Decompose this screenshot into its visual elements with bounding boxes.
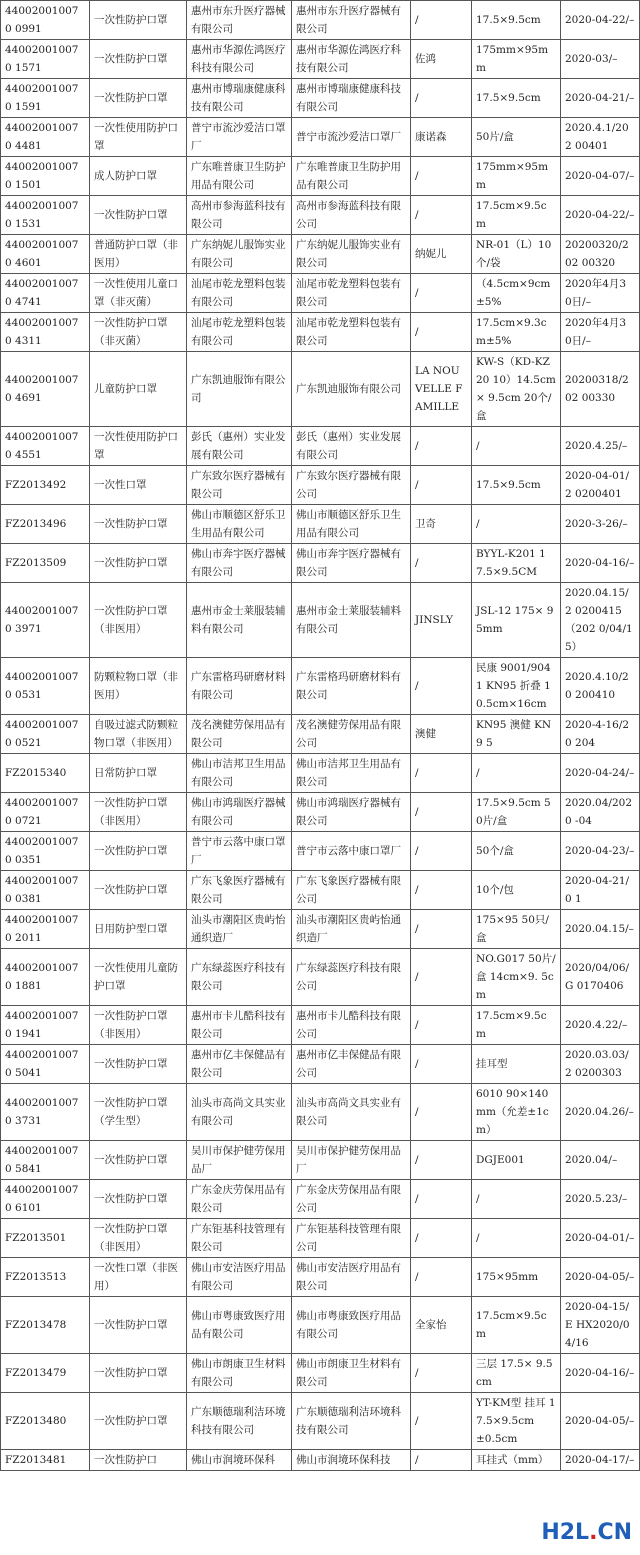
model-spec-cell: 17.5cm×9.5c m (472, 1006, 561, 1045)
registration-no-cell: 440020010070 0991 (1, 1, 90, 40)
production-date-cell: 2020.04.15/2 0200415（202 0/04/15） (561, 583, 640, 658)
manufacturer-cell: 普宁市流沙爱洁口罩厂 (292, 118, 411, 157)
brand-cell: JINSLY (411, 583, 472, 658)
production-date-cell: 2020-04-22/– (561, 196, 640, 235)
applicant-cell: 高州市参海蓝科技有限公司 (187, 196, 292, 235)
production-date-cell: 2020.04.15/– (561, 910, 640, 949)
table-row (1, 196, 640, 235)
applicant-cell: 惠州市亿丰保健品有限公司 (187, 1045, 292, 1084)
production-date-cell: 2020-04-16/– (561, 544, 640, 583)
product-name-cell: 一次性防护口罩（非医用） (90, 1006, 187, 1045)
product-name-cell: 一次性防护口罩 (90, 1141, 187, 1180)
registration-no-cell: 440020010070 1881 (1, 949, 90, 1006)
production-date-cell: 2020/04/06/G 0170406 (561, 949, 640, 1006)
manufacturer-cell: 广东唯普康卫生防护用品有限公司 (292, 157, 411, 196)
model-spec-cell: JSL-12 175× 95mm (472, 583, 561, 658)
applicant-cell: 惠州市华源佐鸿医疗科技有限公司 (187, 40, 292, 79)
manufacturer-cell: 惠州市东升医疗器械有限公司 (292, 1, 411, 40)
manufacturer-cell: 汕尾市乾龙塑料包装有限公司 (292, 274, 411, 313)
model-spec-cell: 175mm×95mm (472, 40, 561, 79)
manufacturer-cell: 汕头市潮阳区贵屿怡通织造厂 (292, 910, 411, 949)
model-spec-cell: （4.5cm×9cm ±5% (472, 274, 561, 313)
applicant-cell: 广东钜基科技管理有限公司 (187, 1219, 292, 1258)
table-row (1, 466, 640, 505)
model-spec-cell: 17.5cm×9.5c m (472, 196, 561, 235)
table-row (1, 949, 640, 1006)
registration-no-cell: FZ2013496 (1, 505, 90, 544)
applicant-cell: 广东飞象医疗器械有限公司 (187, 871, 292, 910)
table-row (1, 1084, 640, 1141)
manufacturer-cell: 普宁市云落中康口罩厂 (292, 832, 411, 871)
brand-cell: 全家怡 (411, 1297, 472, 1354)
manufacturer-cell: 广东飞象医疗器械有限公司 (292, 871, 411, 910)
table-row (1, 1180, 640, 1219)
product-name-cell: 一次性防护口罩 (90, 505, 187, 544)
product-name-cell: 一次性使用防护口罩 (90, 118, 187, 157)
manufacturer-cell: 惠州市金士莱服装辅料有限公司 (292, 583, 411, 658)
production-date-cell: 2020-04-15/E HX2020/04/16 (561, 1297, 640, 1354)
registration-no-cell: 440020010070 1591 (1, 79, 90, 118)
registration-no-cell: 440020010070 5041 (1, 1045, 90, 1084)
production-date-cell: 2020.4.1/202 00401 (561, 118, 640, 157)
brand-cell: / (411, 274, 472, 313)
registration-no-cell: 440020010070 3971 (1, 583, 90, 658)
table-row (1, 274, 640, 313)
production-date-cell: 2020.4.10/20 200410 (561, 658, 640, 715)
registration-no-cell: 440020010070 4691 (1, 352, 90, 427)
product-name-cell: 普通防护口罩（非医用） (90, 235, 187, 274)
registration-no-cell: 440020010070 2011 (1, 910, 90, 949)
applicant-cell: 佛山市奔宇医疗器械有限公司 (187, 544, 292, 583)
brand-cell: / (411, 157, 472, 196)
brand-cell: LA NOUVELLE FAMILLE (411, 352, 472, 427)
brand-cell: / (411, 793, 472, 832)
manufacturer-cell: 吴川市保护健劳保用品厂 (292, 1141, 411, 1180)
applicant-cell: 佛山市洁邦卫生用品有限公司 (187, 754, 292, 793)
registration-no-cell: 440020010070 1501 (1, 157, 90, 196)
manufacturer-cell: 佛山市鸿瑞医疗器械有限公司 (292, 793, 411, 832)
production-date-cell: 2020-04-21/0 1 (561, 871, 640, 910)
applicant-cell: 吴川市保护健劳保用品厂 (187, 1141, 292, 1180)
model-spec-cell: 175mm×95mm (472, 157, 561, 196)
product-name-cell: 一次性防护口罩 (90, 1, 187, 40)
applicant-cell: 茂名澳健劳保用品有限公司 (187, 715, 292, 754)
brand-cell: 康诺森 (411, 118, 472, 157)
product-name-cell: 儿童防护口罩 (90, 352, 187, 427)
registration-no-cell: 440020010070 4741 (1, 274, 90, 313)
brand-cell: / (411, 949, 472, 1006)
brand-cell: / (411, 1354, 472, 1393)
brand-cell: / (411, 1045, 472, 1084)
brand-cell: / (411, 466, 472, 505)
production-date-cell: 2020-04-05/– (561, 1258, 640, 1297)
manufacturer-cell: 佛山市润境环保科技 (292, 1450, 411, 1471)
table-row (1, 871, 640, 910)
manufacturer-cell: 惠州市博瑞康健康科技有限公司 (292, 79, 411, 118)
brand-cell: / (411, 1393, 472, 1450)
applicant-cell: 彭氏（惠州）实业发展有限公司 (187, 427, 292, 466)
product-name-cell: 一次性防护口罩 (90, 832, 187, 871)
product-name-cell: 一次性口罩 (90, 466, 187, 505)
table-row (1, 1006, 640, 1045)
production-date-cell: 2020年4月3 0日/– (561, 313, 640, 352)
manufacturer-cell: 惠州市亿丰保健品有限公司 (292, 1045, 411, 1084)
product-name-cell: 一次性防护口罩 (90, 871, 187, 910)
registration-no-cell: 440020010070 3731 (1, 1084, 90, 1141)
registration-no-cell: 440020010070 0351 (1, 832, 90, 871)
manufacturer-cell: 广东金庆劳保用品有限公司 (292, 1180, 411, 1219)
product-name-cell: 一次性防护口罩 (90, 1297, 187, 1354)
manufacturer-cell: 广东纳妮儿服饰实业有限公司 (292, 235, 411, 274)
applicant-cell: 佛山市润境环保科 (187, 1450, 292, 1471)
manufacturer-cell: 广东雷格玛研磨材料有限公司 (292, 658, 411, 715)
model-spec-cell: 17.5×9.5cm (472, 1, 561, 40)
applicant-cell: 普宁市流沙爱洁口罩厂 (187, 118, 292, 157)
applicant-cell: 惠州市博瑞康健康科技有限公司 (187, 79, 292, 118)
registration-no-cell: FZ2013501 (1, 1219, 90, 1258)
registration-no-cell: FZ2013481 (1, 1450, 90, 1471)
production-date-cell: 20200318/202 00330 (561, 352, 640, 427)
production-date-cell: 2020.4.25/– (561, 427, 640, 466)
registration-no-cell: FZ2013478 (1, 1297, 90, 1354)
registration-no-cell: FZ2013513 (1, 1258, 90, 1297)
watermark-text-1: H2L (541, 1520, 590, 1545)
model-spec-cell: 10个/包 (472, 871, 561, 910)
applicant-cell: 汕头市潮阳区贵屿怡通织造厂 (187, 910, 292, 949)
brand-cell: / (411, 427, 472, 466)
applicant-cell: 佛山市粤康致医疗用品有限公司 (187, 1297, 292, 1354)
applicant-cell: 惠州市东升医疗器械有限公司 (187, 1, 292, 40)
table-row (1, 1393, 640, 1450)
production-date-cell: 2020-3-26/– (561, 505, 640, 544)
applicant-cell: 惠州市卡儿酷科技有限公司 (187, 1006, 292, 1045)
model-spec-cell: 挂耳型 (472, 1045, 561, 1084)
manufacturer-cell: 佛山市粤康致医疗用品有限公司 (292, 1297, 411, 1354)
applicant-cell: 广东金庆劳保用品有限公司 (187, 1180, 292, 1219)
applicant-cell: 汕尾市乾龙塑料包装有限公司 (187, 274, 292, 313)
production-date-cell: 2020-04-07/– (561, 157, 640, 196)
product-name-cell: 一次性防护口罩 (90, 40, 187, 79)
model-spec-cell: 175×95 50只/盒 (472, 910, 561, 949)
registration-no-cell: FZ2013492 (1, 466, 90, 505)
product-name-cell: 一次性防护口罩 (90, 1393, 187, 1450)
model-spec-cell: 6010 90×140 mm（允差±1c m） (472, 1084, 561, 1141)
applicant-cell: 汕尾市乾龙塑料包装有限公司 (187, 313, 292, 352)
manufacturer-cell: 茂名澳健劳保用品有限公司 (292, 715, 411, 754)
table-row (1, 1, 640, 40)
product-name-cell: 一次性防护口 (90, 1450, 187, 1471)
registration-no-cell: 440020010070 1571 (1, 40, 90, 79)
product-name-cell: 一次性防护口罩（非医用） (90, 1219, 187, 1258)
manufacturer-cell: 高州市参海蓝科技有限公司 (292, 196, 411, 235)
registration-no-cell: FZ2013479 (1, 1354, 90, 1393)
model-spec-cell: NR-01（L）10个/袋 (472, 235, 561, 274)
registration-no-cell: 440020010070 6101 (1, 1180, 90, 1219)
table-row (1, 1450, 640, 1471)
product-name-cell: 一次性防护口罩 (90, 196, 187, 235)
table-row (1, 832, 640, 871)
manufacturer-cell: 广东绿蕊医疗科技有限公司 (292, 949, 411, 1006)
registration-no-cell: 440020010070 0381 (1, 871, 90, 910)
brand-cell: / (411, 1219, 472, 1258)
product-name-cell: 一次性使用防护口罩 (90, 427, 187, 466)
table-row (1, 1258, 640, 1297)
brand-cell: / (411, 658, 472, 715)
manufacturer-cell: 佛山市奔宇医疗器械有限公司 (292, 544, 411, 583)
table-row (1, 505, 640, 544)
model-spec-cell: 耳挂式（mm） (472, 1450, 561, 1471)
model-spec-cell: 17.5cm×9.3c m±5% (472, 313, 561, 352)
table-row (1, 715, 640, 754)
product-name-cell: 防颗粒物口罩（非医用） (90, 658, 187, 715)
applicant-cell: 佛山市安洁医疗用品有限公司 (187, 1258, 292, 1297)
model-spec-cell: 175×95mm (472, 1258, 561, 1297)
registration-no-cell: 440020010070 1531 (1, 196, 90, 235)
model-spec-cell: 17.5×9.5cm 50片/盒 (472, 793, 561, 832)
manufacturer-cell: 佛山市朗康卫生材料有限公司 (292, 1354, 411, 1393)
registration-no-cell: 440020010070 0721 (1, 793, 90, 832)
brand-cell: 佐鸿 (411, 40, 472, 79)
production-date-cell: 2020-04-21/– (561, 79, 640, 118)
brand-cell: / (411, 79, 472, 118)
applicant-cell: 广东致尔医疗器械有限公司 (187, 466, 292, 505)
applicant-cell: 广东唯普康卫生防护用品有限公司 (187, 157, 292, 196)
model-spec-cell: 三层 17.5× 9.5cm (472, 1354, 561, 1393)
model-spec-cell: 17.5cm×9.5c m (472, 1297, 561, 1354)
model-spec-cell: 17.5×9.5cm (472, 79, 561, 118)
applicant-cell: 广东雷格玛研磨材料有限公司 (187, 658, 292, 715)
table-row (1, 1354, 640, 1393)
registration-no-cell: 440020010070 4601 (1, 235, 90, 274)
applicant-cell: 汕头市高尚文具实业有限公司 (187, 1084, 292, 1141)
table-row (1, 118, 640, 157)
model-spec-cell: BYYL-K201 1 7.5×9.5CM (472, 544, 561, 583)
applicant-cell: 佛山市鸿瑞医疗器械有限公司 (187, 793, 292, 832)
production-date-cell: 2020-04-05/– (561, 1393, 640, 1450)
production-date-cell: 2020-4-16/20 204 (561, 715, 640, 754)
model-spec-cell: / (472, 427, 561, 466)
table-row (1, 1045, 640, 1084)
table-row (1, 352, 640, 427)
registration-no-cell: 440020010070 4311 (1, 313, 90, 352)
manufacturer-cell: 汕尾市乾龙塑料包装有限公司 (292, 313, 411, 352)
product-name-cell: 一次性防护口罩 (90, 1354, 187, 1393)
applicant-cell: 广东顺德瑞利洁环境科技有限公司 (187, 1393, 292, 1450)
table-row (1, 1219, 640, 1258)
brand-cell: / (411, 1, 472, 40)
brand-cell: 纳妮儿 (411, 235, 472, 274)
applicant-cell: 惠州市金士莱服装辅料有限公司 (187, 583, 292, 658)
model-spec-cell: / (472, 505, 561, 544)
manufacturer-cell: 惠州市卡儿酷科技有限公司 (292, 1006, 411, 1045)
production-date-cell: 2020-04-23/– (561, 832, 640, 871)
registration-no-cell: FZ2013480 (1, 1393, 90, 1450)
applicant-cell: 广东纳妮儿服饰实业有限公司 (187, 235, 292, 274)
production-date-cell: 2020-04-16/– (561, 1354, 640, 1393)
brand-cell: / (411, 313, 472, 352)
production-date-cell: 2020-04-17/– (561, 1450, 640, 1471)
brand-cell: / (411, 196, 472, 235)
registration-no-cell: 440020010070 1941 (1, 1006, 90, 1045)
model-spec-cell: 民康 9001/904 1 KN95 折叠 1 0.5cm×16cm (472, 658, 561, 715)
production-date-cell: 2020.04/2020 -04 (561, 793, 640, 832)
production-date-cell: 2020-04-24/– (561, 754, 640, 793)
site-watermark-logo (541, 1521, 632, 1545)
manufacturer-cell: 彭氏（惠州）实业发展有限公司 (292, 427, 411, 466)
table-row (1, 1297, 640, 1354)
manufacturer-cell: 佛山市安洁医疗用品有限公司 (292, 1258, 411, 1297)
production-date-cell: 2020.4.22/– (561, 1006, 640, 1045)
model-spec-cell: 17.5×9.5cm (472, 466, 561, 505)
production-date-cell: 2020-04-22/– (561, 1, 640, 40)
production-date-cell: 2020-03/– (561, 40, 640, 79)
brand-cell: / (411, 910, 472, 949)
table-row (1, 793, 640, 832)
table-row (1, 583, 640, 658)
applicant-cell: 佛山市顺德区舒乐卫生用品有限公司 (187, 505, 292, 544)
registration-no-cell: 440020010070 0521 (1, 715, 90, 754)
product-name-cell: 一次性使用儿童口罩（非灭菌） (90, 274, 187, 313)
product-name-cell: 一次性防护口罩 (90, 544, 187, 583)
registration-no-cell: 440020010070 0531 (1, 658, 90, 715)
applicant-cell: 佛山市朗康卫生材料有限公司 (187, 1354, 292, 1393)
product-name-cell: 日用防护型口罩 (90, 910, 187, 949)
brand-cell: / (411, 1258, 472, 1297)
product-name-cell: 日常防护口罩 (90, 754, 187, 793)
product-name-cell: 成人防护口罩 (90, 157, 187, 196)
model-spec-cell: / (472, 1219, 561, 1258)
product-name-cell: 一次性防护口罩 (90, 79, 187, 118)
brand-cell: / (411, 544, 472, 583)
production-date-cell: 2020.5.23/– (561, 1180, 640, 1219)
product-name-cell: 一次性防护口罩（学生型） (90, 1084, 187, 1141)
registration-no-cell: FZ2015340 (1, 754, 90, 793)
registration-no-cell: FZ2013509 (1, 544, 90, 583)
production-date-cell: 2020-04-01/2 0200401 (561, 466, 640, 505)
production-date-cell: 20200320/202 00320 (561, 235, 640, 274)
production-date-cell: 2020.04/– (561, 1141, 640, 1180)
manufacturer-cell: 广东致尔医疗器械有限公司 (292, 466, 411, 505)
watermark-dot: . (589, 1520, 598, 1545)
model-spec-cell: / (472, 754, 561, 793)
registration-no-cell: 440020010070 4551 (1, 427, 90, 466)
product-name-cell: 一次性防护口罩 (90, 1180, 187, 1219)
product-name-cell: 一次性防护口罩（非灭菌） (90, 313, 187, 352)
brand-cell: / (411, 1084, 472, 1141)
brand-cell: 卫奇 (411, 505, 472, 544)
table-row (1, 544, 640, 583)
product-name-cell: 一次性使用儿童防护口罩 (90, 949, 187, 1006)
table-row (1, 235, 640, 274)
product-name-cell: 一次性防护口罩（非医用） (90, 583, 187, 658)
production-date-cell: 2020年4月3 0日/– (561, 274, 640, 313)
product-name-cell: 一次性口罩（非医用） (90, 1258, 187, 1297)
manufacturer-cell: 广东钜基科技管理有限公司 (292, 1219, 411, 1258)
model-spec-cell: YT-KM型 挂耳 17.5×9.5cm ±0.5cm (472, 1393, 561, 1450)
registration-no-cell: 440020010070 4481 (1, 118, 90, 157)
table-row (1, 157, 640, 196)
model-spec-cell: 50个/盒 (472, 832, 561, 871)
manufacturer-cell: 惠州市华源佐鸿医疗科技有限公司 (292, 40, 411, 79)
manufacturer-cell: 汕头市高尚文具实业有限公司 (292, 1084, 411, 1141)
manufacturer-cell: 广东顺德瑞利洁环境科技有限公司 (292, 1393, 411, 1450)
table-row (1, 40, 640, 79)
brand-cell: / (411, 1141, 472, 1180)
model-spec-cell: KW-S（KD-KZ20 10）14.5cm× 9.5cm 20个/盒 (472, 352, 561, 427)
production-date-cell: 2020-04-01/– (561, 1219, 640, 1258)
table-row (1, 79, 640, 118)
model-spec-cell: 50片/盒 (472, 118, 561, 157)
table-row (1, 427, 640, 466)
table-row (1, 910, 640, 949)
brand-cell: / (411, 1180, 472, 1219)
table-row (1, 658, 640, 715)
brand-cell: / (411, 754, 472, 793)
brand-cell: / (411, 1450, 472, 1471)
product-name-cell: 一次性防护口罩（非医用） (90, 793, 187, 832)
product-name-cell: 自吸过滤式防颗粒物口罩（非医用） (90, 715, 187, 754)
model-spec-cell: DGJE001 (472, 1141, 561, 1180)
table-row (1, 754, 640, 793)
table-row (1, 313, 640, 352)
model-spec-cell: / (472, 1180, 561, 1219)
manufacturer-cell: 佛山市顺德区舒乐卫生用品有限公司 (292, 505, 411, 544)
production-date-cell: 2020.04.26/– (561, 1084, 640, 1141)
brand-cell: / (411, 1006, 472, 1045)
brand-cell: / (411, 832, 472, 871)
production-date-cell: 2020.03.03/2 0200303 (561, 1045, 640, 1084)
registration-no-cell: 440020010070 5841 (1, 1141, 90, 1180)
brand-cell: 澳健 (411, 715, 472, 754)
applicant-cell: 普宁市云落中康口罩厂 (187, 832, 292, 871)
applicant-cell: 广东凯迪服饰有限公司 (187, 352, 292, 427)
brand-cell: / (411, 871, 472, 910)
product-name-cell: 一次性防护口罩 (90, 1045, 187, 1084)
table-row (1, 1141, 640, 1180)
manufacturer-cell: 佛山市洁邦卫生用品有限公司 (292, 754, 411, 793)
model-spec-cell: KN95 澳健 KN9 5 (472, 715, 561, 754)
manufacturer-cell: 广东凯迪服饰有限公司 (292, 352, 411, 427)
model-spec-cell: NO.G017 50片/盒 14cm×9. 5cm (472, 949, 561, 1006)
applicant-cell: 广东绿蕊医疗科技有限公司 (187, 949, 292, 1006)
watermark-text-2: CN (597, 1520, 632, 1545)
